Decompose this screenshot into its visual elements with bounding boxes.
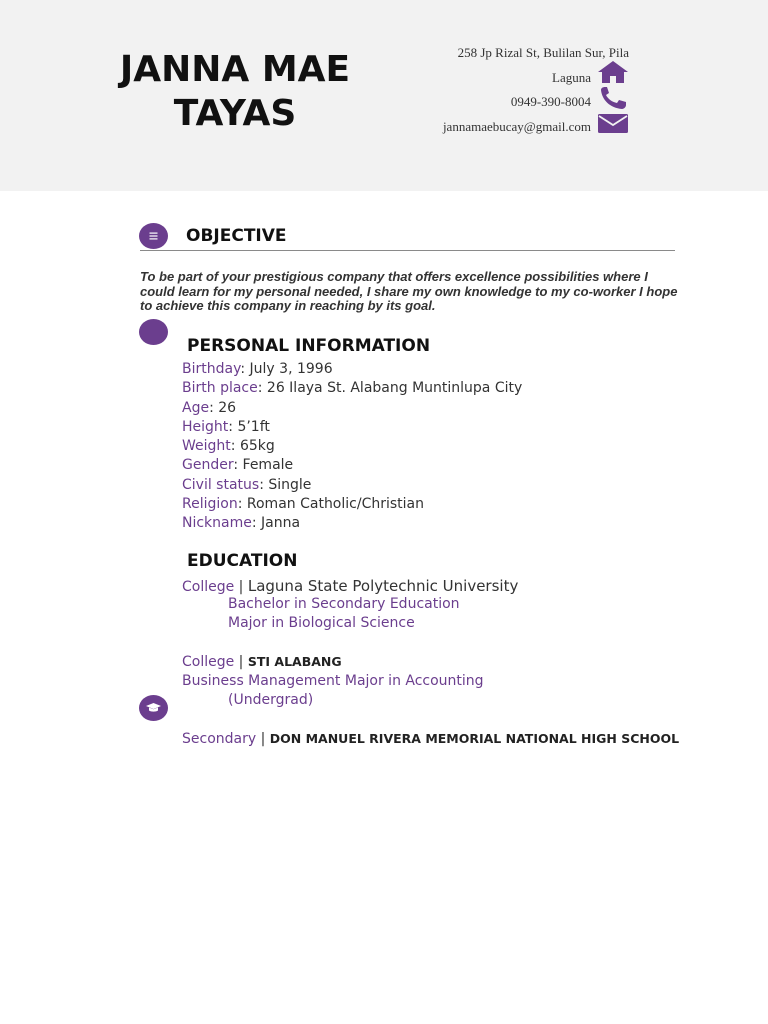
education-degree: Bachelor in Secondary Education xyxy=(228,596,460,612)
education-level: Secondary xyxy=(182,731,257,747)
info-label: Age xyxy=(182,399,210,416)
info-label: Civil status xyxy=(182,476,260,493)
info-row-gender xyxy=(182,456,522,475)
list-icon xyxy=(139,223,168,249)
education-level: College xyxy=(182,579,235,595)
info-sep: : xyxy=(237,496,247,513)
objective-divider xyxy=(140,250,675,251)
education-school: Laguna State Polytechnic University xyxy=(247,577,519,595)
info-label: Height xyxy=(182,418,229,435)
address-line-2: Laguna xyxy=(552,70,591,85)
info-label: Gender xyxy=(182,457,234,474)
phone-number: 0949-390-8004 xyxy=(510,94,591,109)
name-line-last: TAYAS xyxy=(173,93,297,134)
info-label: Birth place xyxy=(182,380,258,397)
education-college-2 xyxy=(182,654,342,670)
education-sep: | xyxy=(256,731,270,747)
info-sep: : xyxy=(259,476,269,493)
education-level: College xyxy=(182,654,235,670)
education-school: STI ALABANG xyxy=(247,654,342,669)
graduation-cap-icon xyxy=(139,695,168,721)
education-note: (Undergrad) xyxy=(228,692,314,708)
info-value: 26 Ilaya St. Alabang Muntinlupa City xyxy=(266,380,523,397)
education-secondary xyxy=(182,731,679,747)
phone-icon xyxy=(597,86,629,110)
info-label: Nickname xyxy=(182,515,252,532)
personal-info-title: PERSONAL INFORMATION xyxy=(187,336,431,356)
objective-bullet xyxy=(139,223,168,249)
info-value: Janna xyxy=(261,515,301,532)
info-label: Weight xyxy=(182,438,231,455)
info-sep: : xyxy=(230,438,240,455)
name-line-first: JANNA MAE xyxy=(119,49,351,90)
info-value: July 3, 1996 xyxy=(249,361,333,377)
resume-header xyxy=(0,0,768,191)
info-sep: : xyxy=(228,418,238,435)
info-row-weight xyxy=(182,437,522,456)
info-value: 65kg xyxy=(239,438,275,455)
education-sep: | xyxy=(234,579,248,595)
home-icon xyxy=(597,60,629,84)
info-row-religion xyxy=(182,495,522,514)
info-value: Roman Catholic/Christian xyxy=(246,496,424,513)
info-value: 5’1ft xyxy=(237,418,270,435)
education-major: Major in Biological Science xyxy=(228,615,415,631)
info-sep: : xyxy=(257,380,267,397)
education-sep: | xyxy=(234,654,248,670)
mail-icon xyxy=(597,111,629,135)
personal-info-list xyxy=(182,360,522,534)
objective-text: To be part of your prestigious company that offers excellence possibilities where I could learn for my personal needed, I share my own knowledge to my co-worker I hope to achieve this company in reaching by its goal. xyxy=(140,269,678,313)
address-line-1: 258 Jp Rizal St, Bulilan Sur, Pila xyxy=(457,45,629,60)
education-bullet xyxy=(139,695,168,721)
education-college-1 xyxy=(182,577,518,595)
education-course: Business Management Major in Accounting xyxy=(182,673,484,689)
info-sep: : xyxy=(251,515,262,532)
info-row-birthday xyxy=(182,360,522,379)
education-title: EDUCATION xyxy=(187,551,298,571)
personal-info-bullet xyxy=(139,319,168,345)
info-row-height xyxy=(182,418,522,437)
info-value: Female xyxy=(242,457,294,474)
info-sep: : xyxy=(209,399,219,416)
info-row-birth-place xyxy=(182,379,522,398)
info-label: Religion xyxy=(182,496,238,513)
info-sep: : xyxy=(240,361,250,377)
email-address: jannamaebucay@gmail.com xyxy=(442,119,591,134)
info-value: 26 xyxy=(218,399,237,416)
resume-name xyxy=(110,48,360,136)
info-label: Birthday xyxy=(182,361,241,377)
info-row-age xyxy=(182,399,522,418)
info-row-civil-status xyxy=(182,476,522,495)
info-row-nickname xyxy=(182,514,522,533)
info-value: Single xyxy=(268,476,312,493)
objective-title: OBJECTIVE xyxy=(186,226,287,246)
education-school: DON MANUEL RIVERA MEMORIAL NATIONAL HIGH SCHOOL xyxy=(269,731,680,746)
info-sep: : xyxy=(233,457,243,474)
